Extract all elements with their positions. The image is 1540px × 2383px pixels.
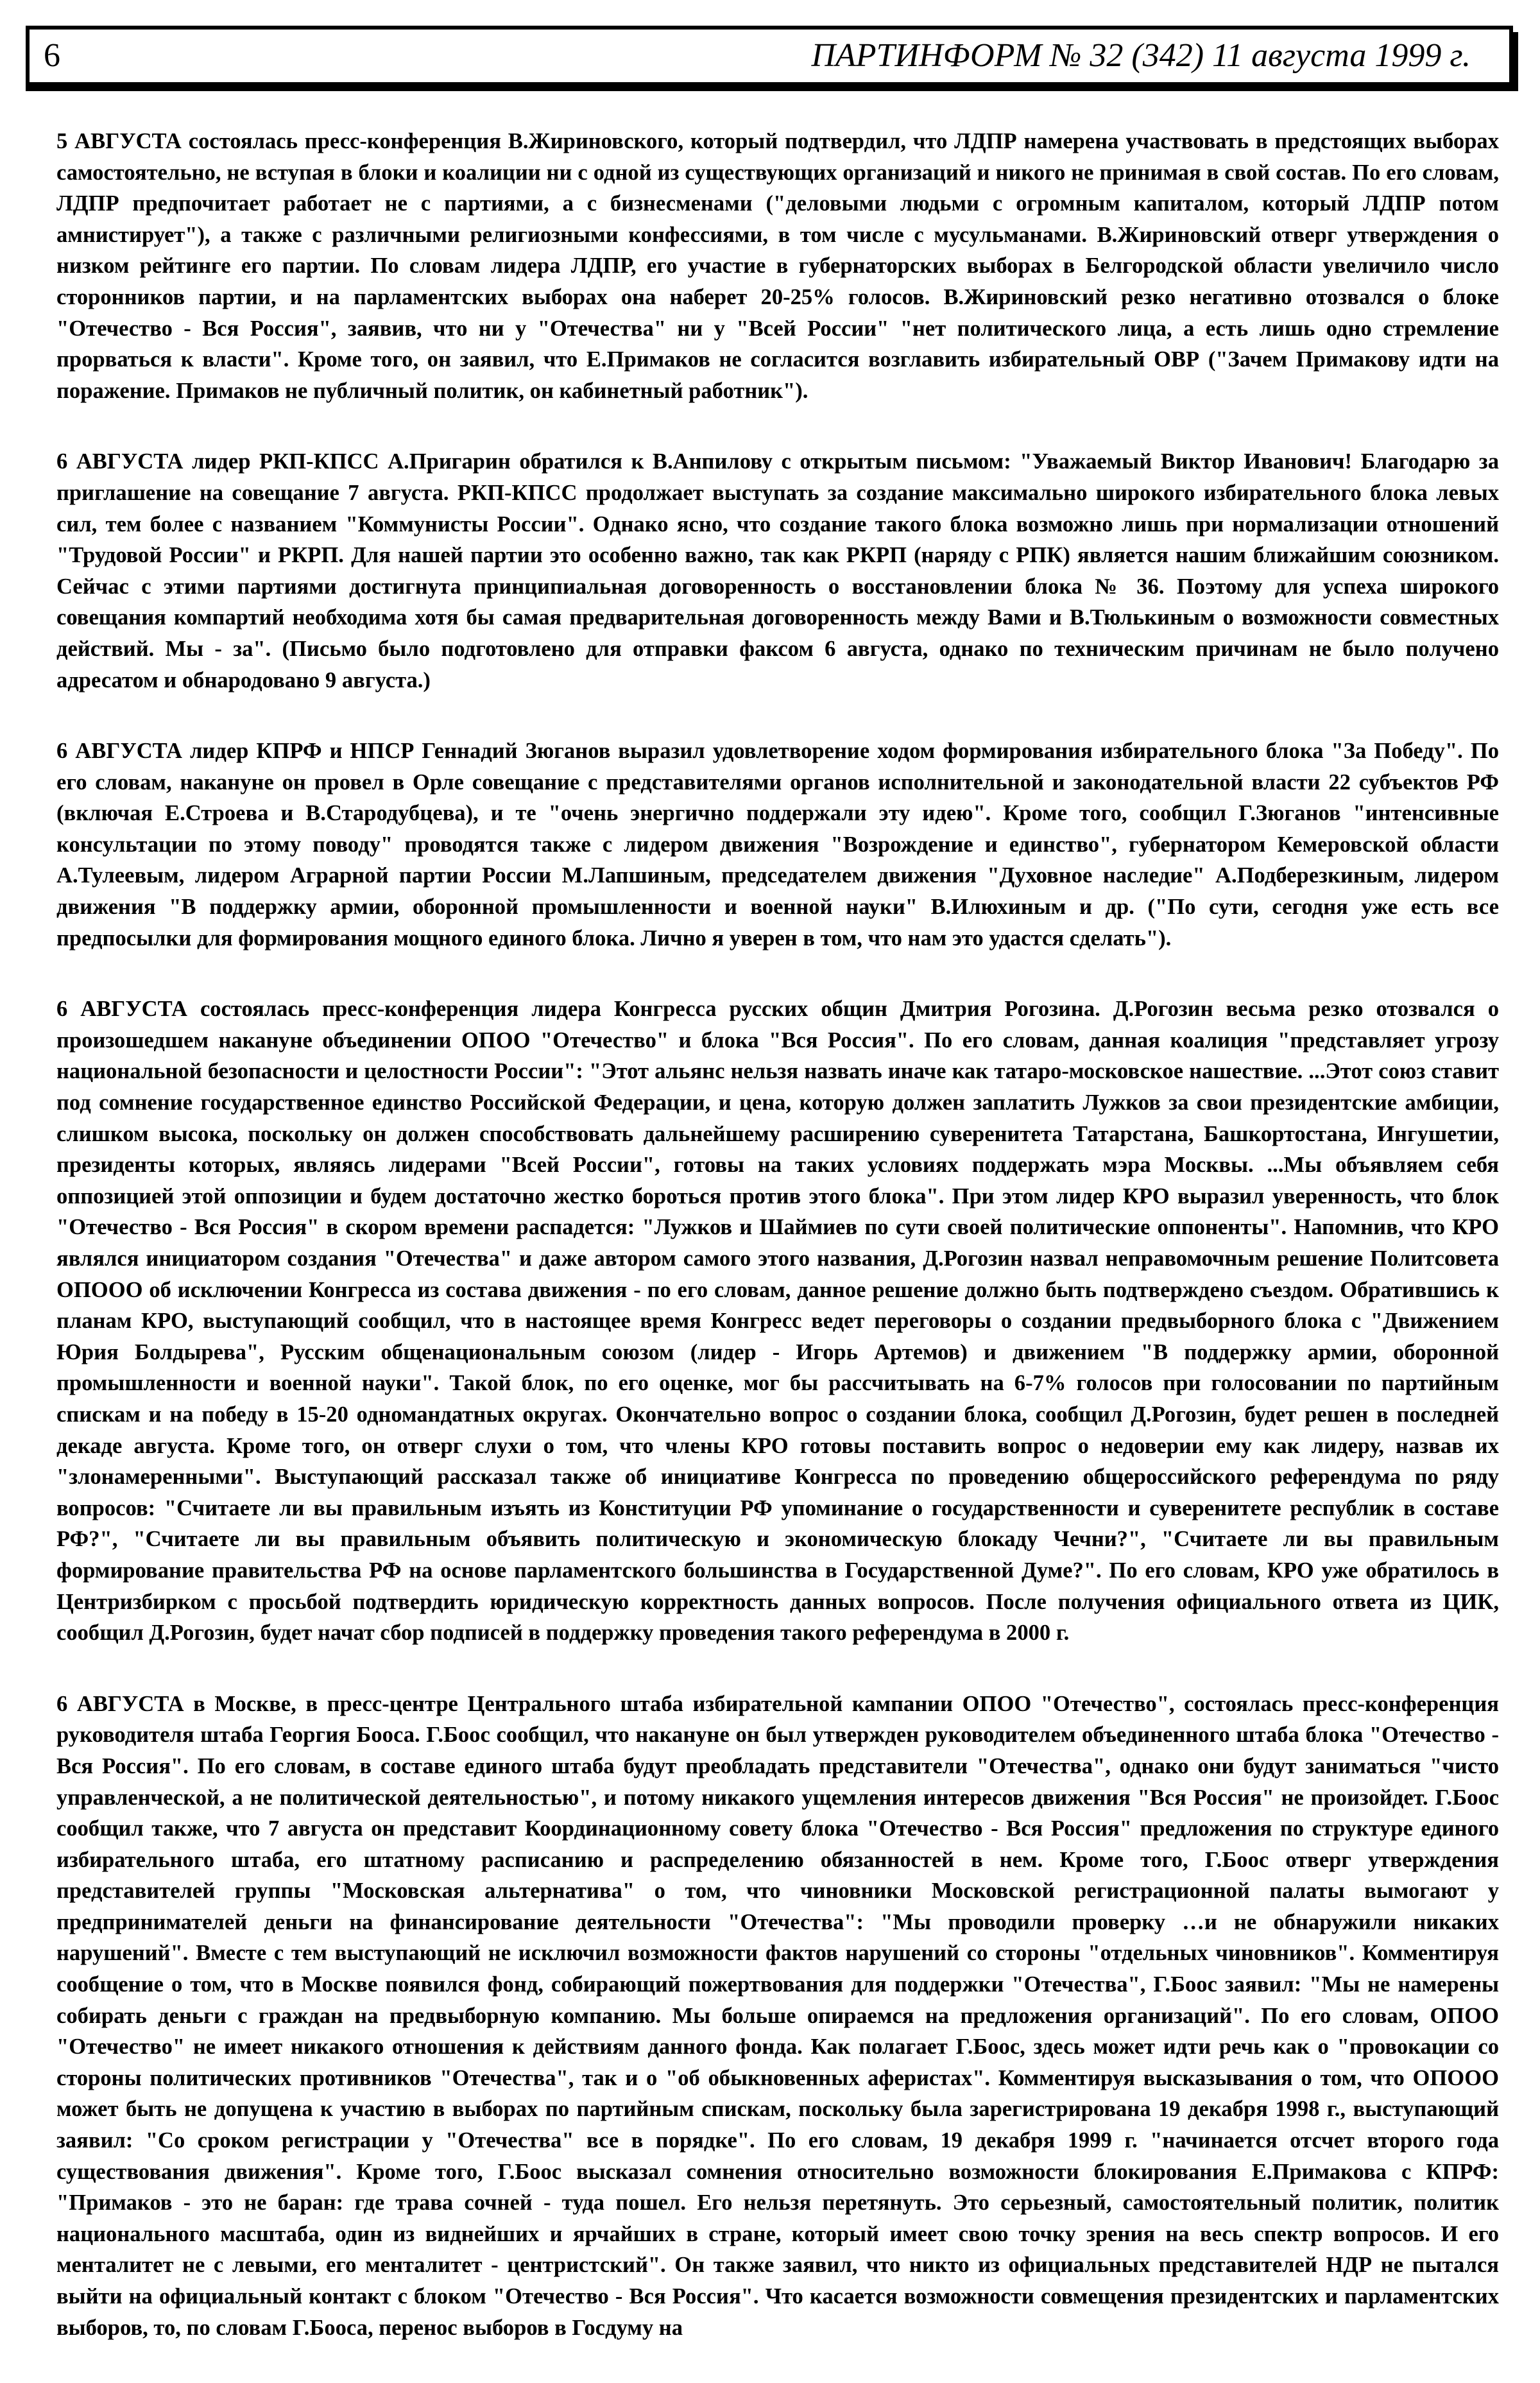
article-date: 6 АВГУСТА xyxy=(56,1691,184,1716)
issue-title: ПАРТИНФОРМ № 32 (342) 11 августа 1999 г. xyxy=(811,37,1471,74)
article-date: 6 АВГУСТА xyxy=(56,739,182,764)
article-paragraph xyxy=(56,126,1499,406)
page-number: 6 xyxy=(44,37,60,74)
article-text: лидер РКП-КПСС А.Пригарин обратился к В.Анпилову с открытым письмом: "Уважаемый Виктор Иванович! Благодарю за приглашение на совещание 7 августа. РКП-КПСС продолжает выступать за создание максимально широкого избирательного блока левых сил, тем более с названием "Коммунисты России". Однако ясно, что создание такого блока возможно лишь при нормализации отношений "Трудовой России" и РКРП. Для нашей партии это особенно важно, так как РКРП (наряду с РПК) является нашим ближайшим союзником. Сейчас с этими партиями достигнута принципиальная договоренность о восстановлении блока № 36. Поэтому для успеха широкого совещания компартий необходима хотя бы самая предварительная договоренность между Вами и В.Тюлькиным о возможности совместных действий. Мы - за". (Письмо было подготовлено для отправки факсом 6 августа, однако по техническим причинам не было получено адресатом и обнародовано 9 августа.) xyxy=(56,449,1499,693)
article-paragraph xyxy=(56,994,1499,1648)
article-column xyxy=(56,126,1499,2383)
article-text: в Москве, в пресс-центре Центрального штаба избирательной кампании ОПОО "Отечество", состоялась пресс-конференция руководителя штаба Георгия Бооса. Г.Боос сообщил, что накануне он был утвержден руководителем объединенного штаба блока "Отечество - Вся Россия". По его словам, в составе единого штаба будут преобладать представители "Отечества", однако они будут заниматься "чисто управленческой, а не политической деятельностью", и потому никакого ущемления интересов движения "Вся Россия" не произойдет. Г.Боос сообщил также, что 7 августа он представит Координационному совету блока "Отечество - Вся Россия" предложения по структуре единого избирательного штаба, его штатному расписанию и распределению обязанностей в нем. Кроме того, Г.Боос отверг утверждения представителей группы "Московская альтернатива" о том, что чиновники Московской регистрационной палаты вымогают у предпринимателей деньги на финансирование деятельности "Отечества": "Мы проводили проверку …и не обнаружили никаких нарушений". Вместе с тем выступающий не исключил возможности фактов нарушений со стороны "отдельных чиновников". Комментируя сообщение о том, что в Москве появился фонд, собирающий пожертвования для поддержки "Отечества", Г.Боос заявил: "Мы не намерены собирать деньги с граждан на предвыборную компанию. Мы больше опираемся на предложения организаций". По его словам, ОПОО "Отечество" не имеет никакого отношения к действиям данного фонда. Как полагает Г.Боос, здесь может идти речь как о "провокации со стороны политических противников "Отечества", так и о "об обыкновенных аферистах". Комментируя высказывания о том, что ОПООО может быть не допущена к участию в выборах по партийным спискам, поскольку была зарегистрирована 19 декабря 1998 г., выступающий заявил: "Со сроком регистрации у "Отечества" все в порядке". По его словам, 19 декабря 1999 г. "начинается отсчет второго года существования движения". Кроме того, Г.Боос высказал сомнения относительно возможности блокирования Е.Примакова с КПРФ: "Примаков - это не баран: где трава сочней - туда пошел. Его нельзя перетянуть. Это серьезный, самостоятельный политик, политик национального масштаба, один из виднейших и ярчайших в стране, который имеет свою точку зрения на весь спектр вопросов. И его менталитет не с левыми, его менталитет - центристский". Он также заявил, что никто из официальных представителей НДР не пытался выйти на официальный контакт с блоком "Отечество - Вся Россия". Что касается возможности совмещения президентских и парламентских выборов, то, по словам Г.Бооса, перенос выборов в Госдуму на xyxy=(56,1691,1499,2340)
article-paragraph xyxy=(56,1689,1499,2343)
article-text: состоялась пресс-конференция В.Жириновского, который подтвердил, что ЛДПР намерена участвовать в предстоящих выборах самостоятельно, не вступая в блоки и коалиции ни с одной из существующих организаций и никого не принимая в свой состав. По его словам, ЛДПР предпочитает работает не с партиями, а с бизнесменами ("деловыми людьми с огромным капиталом, который ЛДПР потом амнистирует"), а также с различными религиозными конфессиями, в том числе с мусульманами. В.Жириновский отверг утверждения о низком рейтинге его партии. По словам лидера ЛДПР, его участие в губернаторских выборах в Белгородской области увеличило число сторонников партии, и на парламентских выборах она наберет 20-25% голосов. В.Жириновский резко негативно отозвался о блоке "Отечество - Вся Россия", заявив, что ни у "Отечества" ни у "Всей России" "нет политического лица, а есть лишь одно стремление прорваться к власти". Кроме того, он заявил, что Е.Примаков не согласится возглавить избирательный ОВР ("Зачем Примакову идти на поражение. Примаков не публичный политик, он кабинетный работник"). xyxy=(56,129,1499,403)
article-text: лидер КПРФ и НПСР Геннадий Зюганов выразил удовлетворение ходом формирования избирательного блока "За Победу". По его словам, накануне он провел в Орле совещание с представителями органов исполнительной и законодательной власти 22 субъектов РФ (включая Е.Строева и В.Стародубцева), и те "очень энергично поддержали эту идею". Кроме того, сообщил Г.Зюганов "интенсивные консультации по этому поводу" проводятся также с лидером движения "Возрождение и единство", губернатором Кемеровской области А.Тулеевым, лидером Аграрной партии России М.Лапшиным, председателем движения "Духовное наследие" А.Подберезкиным, лидером движения "В поддержку армии, оборонной промышленности и военной науки" В.Илюхиным и др. ("По сути, сегодня уже есть все предпосылки для формирования мощного единого блока. Лично я уверен в том, что нам это удастся сделать"). xyxy=(56,739,1499,951)
page-header xyxy=(26,26,1513,86)
article-text: состоялась пресс-конференция лидера Конгресса русских общин Дмитрия Рогозина. Д.Рогозин весьма резко отозвался о произошедшем накануне объединении ОПОО "Отечество" и блока "Вся Россия". По его словам, данная коалиция "представляет угрозу национальной безопасности и целостности России": "Этот альянс нельзя назвать иначе как татаро-московское нашествие. ...Этот союз ставит под сомнение государственное единство Российской Федерации, и цена, которую должен заплатить Лужков за свои президентские амбиции, слишком высока, поскольку он должен способствовать дальнейшему расширению суверенитета Татарстана, Башкортостана, Ингушетии, президенты которых, являясь лидерами "Всей России", готовы на таких условиях поддержать мэра Москвы. ...Мы объявляем себя оппозицией этой оппозиции и будем достаточно жестко бороться против этого блока". При этом лидер КРО выразил уверенность, что блок "Отечество - Вся Россия" в скором времени распадется: "Лужков и Шаймиев по сути своей политические оппоненты". Напомнив, что КРО являлся инициатором создания "Отечества" и даже автором самого этого названия, Д.Рогозин назвал неправомочным решение Политсовета ОПООО об исключении Конгресса из состава движения - по его словам, данное решение должно быть подтверждено съездом. Обратившись к планам КРО, выступающий сообщил, что в настоящее время Конгресс ведет переговоры о создании предвыборного блока с "Движением Юрия Болдырева", Русским общенациональным союзом (лидер - Игорь Артемов) и движением "В поддержку армии, оборонной промышленности и военной науки". Такой блок, по его оценке, мог бы рассчитывать на 6-7% голосов при голосовании по партийным спискам и на победу в 15-20 одномандатных округах. Окончательно вопрос о создании блока, сообщил Д.Рогозин, будет решен в последней декаде августа. Кроме того, он отверг слухи о том, что члены КРО готовы поставить вопрос о недоверии ему как лидеру, назвав их "злонамеренными". Выступающий рассказал также об инициативе Конгресса по проведению общероссийского референдума по ряду вопросов: "Считаете ли вы правильным изъять из Конституции РФ упоминание о государственности и суверенитете республик в составе РФ?", "Считаете ли вы правильным объявить политическую и экономическую блокаду Чечни?", "Считаете ли вы правильным формирование правительства РФ на основе парламентского большинства в Государственной Думе?". По его словам, КРО уже обратилось в Центризбирком с просьбой подтвердить юридическую корректность данных вопросов. После получения официального ответа из ЦИК, сообщил Д.Рогозин, будет начат сбор подписей в поддержку проведения такого референдума в 2000 г. xyxy=(56,997,1499,1646)
article-paragraph xyxy=(56,736,1499,954)
article-date: 6 АВГУСТА xyxy=(56,449,184,474)
article-paragraph xyxy=(56,446,1499,696)
article-date: 5 АВГУСТА xyxy=(56,129,182,153)
article-date: 6 АВГУСТА xyxy=(56,997,187,1022)
